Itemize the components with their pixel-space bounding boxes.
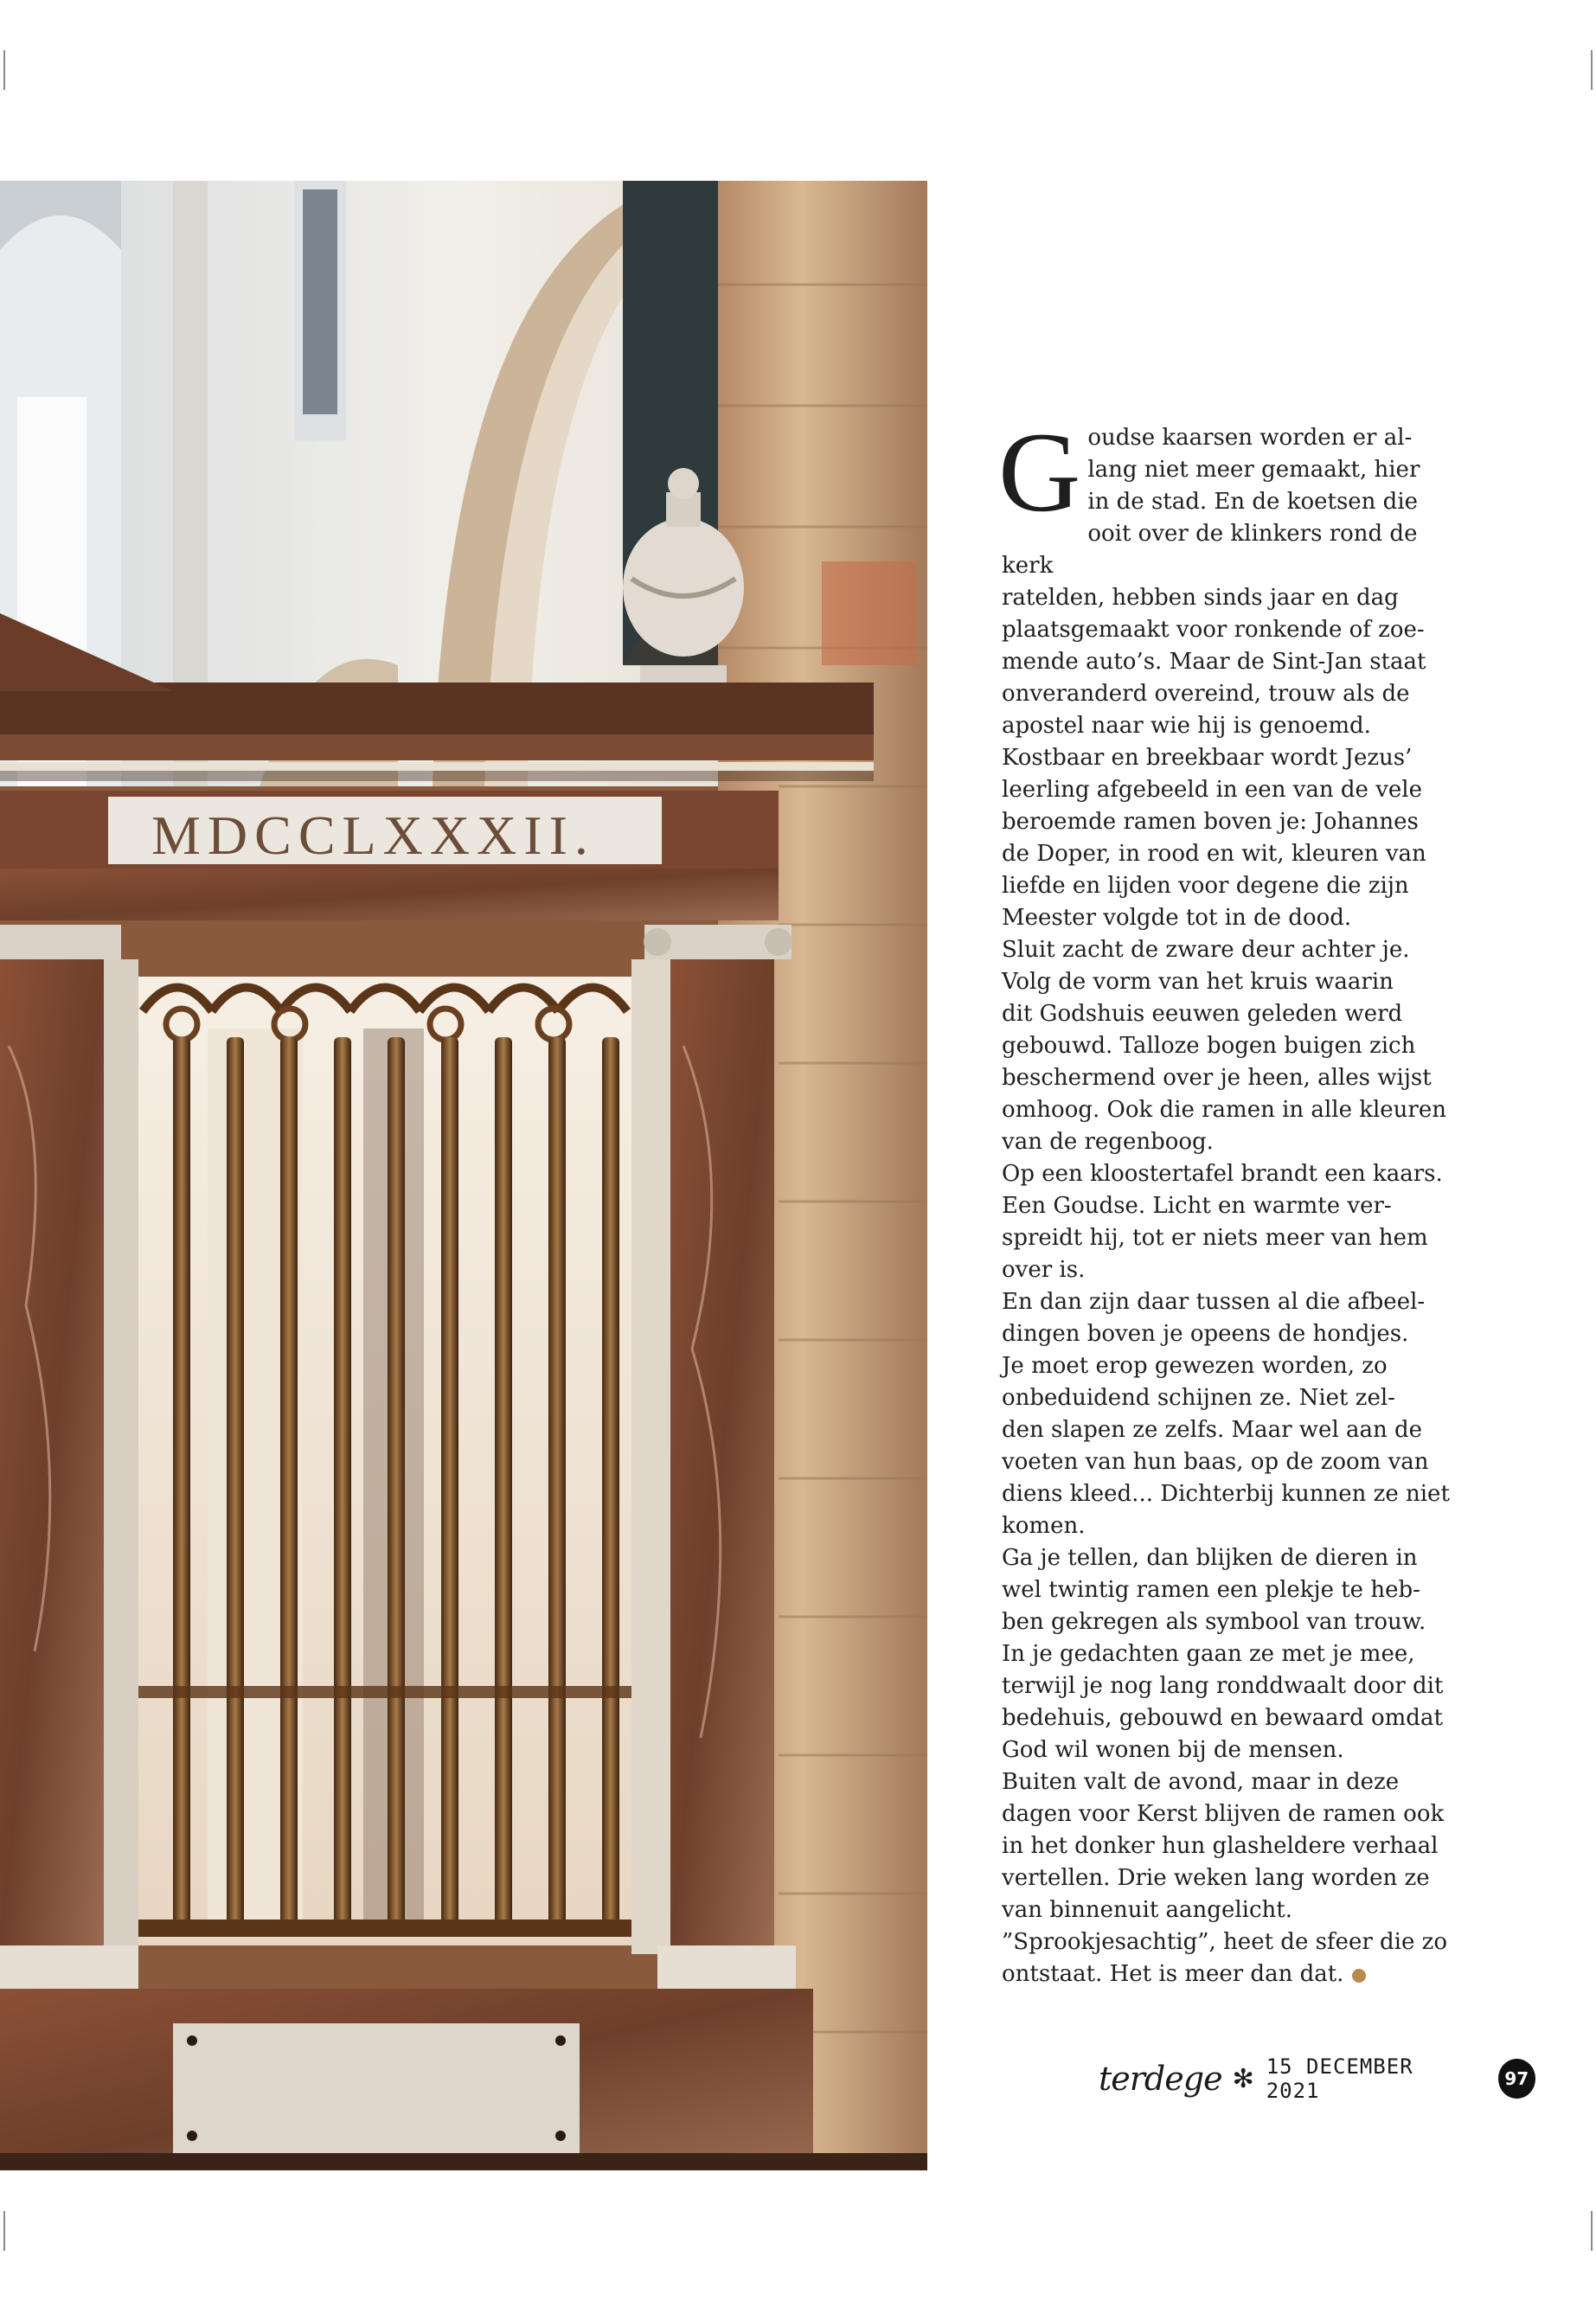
crop-mark-bottom-left — [3, 2211, 5, 2251]
end-mark-icon — [1352, 1969, 1366, 1983]
crop-mark-top-right — [1591, 50, 1593, 90]
issue-date: 15 DECEMBER 2021 — [1266, 2054, 1413, 2103]
page-footer — [1099, 2054, 1535, 2103]
article-body — [998, 408, 1452, 1990]
magazine-brand: terdege — [1099, 2060, 1222, 2098]
paragraph-5: Ga je tellen, dan blijken de dieren in wel twintig ramen een plekje te heb- ben gekregen als symbool van trouw. In je gedachten gaan ze met je mee, terwijl je nog lang ronddwaalt door dit bedehuis, gebouwd en bewaard omdat God wil wonen bij de mensen. — [1002, 1545, 1444, 1763]
crop-mark-top-left — [3, 50, 5, 90]
paragraph-6-text: Buiten valt de avond, maar in deze dagen voor Kerst blijven de ramen ook in het donker hun glasheldere verhaal vertellen. Drie weken lang worden ze van binnenuit aangelicht. ”Sprookjesachtig”, heet de sfeer die zo ontstaat. Het is meer dan dat. — [1002, 1769, 1447, 1987]
page-number: 97 — [1498, 2059, 1536, 2099]
church-interior-photo — [0, 181, 927, 2170]
crop-mark-bottom-right — [1591, 2211, 1593, 2251]
paragraph-4: En dan zijn daar tussen al die afbeel- dingen boven je opeens de hondjes. Je moet erop gewezen worden, zo onbeduidend schijnen ze. Niet zel- den slapen ze zelfs. Maar wel aan de voeten van hun baas, op de zoom van diens kleed... Dichterbij kunnen ze niet komen. — [1002, 1289, 1450, 1539]
paragraph-6 — [1002, 1766, 1452, 1990]
asterisk-separator-icon: ✻ — [1232, 2063, 1254, 2094]
drop-cap: G — [998, 408, 1081, 535]
paragraph-1: oudse kaarsen worden er al- lang niet meer gemaakt, hier in de stad. En de koetsen die ooit over de klinkers rond de kerk ratelden, hebben sinds jaar en dag plaatsgemaakt voor ronkende of zoe- mende auto’s. Maar de Sint-Jan staat onveranderd overeind, trouw als de apostel naar wie hij is genoemd. Kostbaar en breekbaar wordt Jezus’ leerling afgebeeld in een van de vele beroemde ramen boven je: Johannes de Doper, in rood en wit, kleuren van liefde en lijden voor degene die zijn Meester volgde tot in de dood. — [1002, 425, 1426, 931]
paragraph-2: Sluit zacht de zware deur achter je. Volg de vorm van het kruis waarin dit Godshuis eeuwen geleden werd gebouwd. Talloze bogen buigen zich beschermend over je heen, alles wijst omhoog. Ook die ramen in alle kleuren van de regenboog. — [1002, 937, 1446, 1155]
paragraph-3: Op een kloostertafel brandt een kaars. Een Goudse. Licht en warmte ver- spreidt hij, tot er niets meer van hem over is. — [1002, 1161, 1443, 1283]
inscription-text: MDCCLXXXII. — [151, 804, 595, 866]
